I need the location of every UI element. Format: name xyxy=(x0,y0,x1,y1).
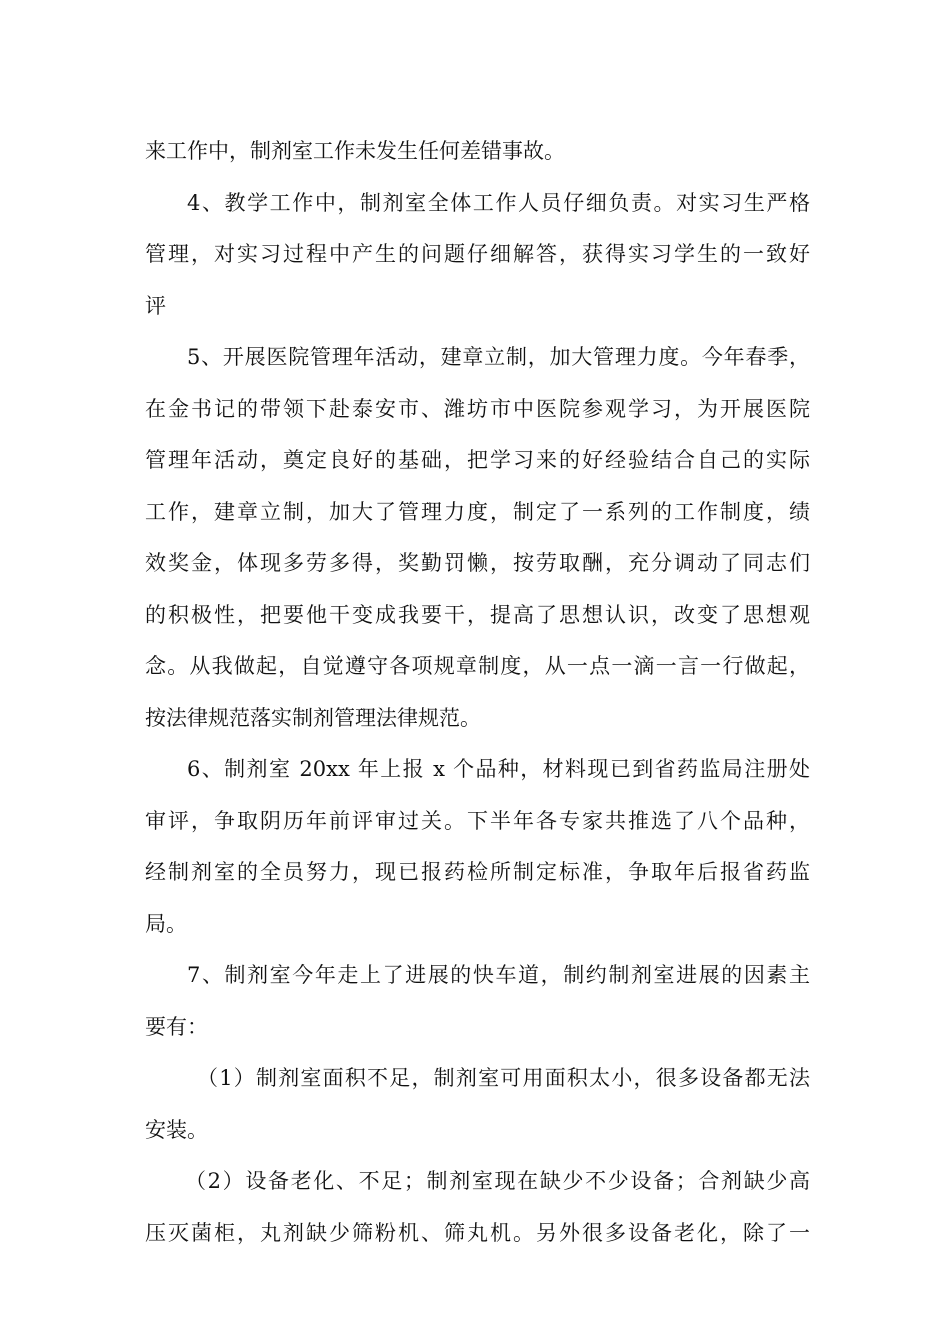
text-line: 评 xyxy=(145,293,166,318)
text-line: 按法律规范落实制剂管理法律规范。 xyxy=(145,705,481,730)
paragraph-5-start: 5、开展医院管理年活动，建章立制，加大管理力度。今年春季， xyxy=(187,345,810,369)
list-item-2-start: （2）设备老化、不足；制剂室现在缺少不少设备；合剂缺少高 xyxy=(185,1169,810,1193)
text-line: 审评，争取阴历年前评审过关。下半年各专家共推选了八个品种， xyxy=(145,808,810,833)
text-line: 安装。 xyxy=(145,1117,208,1142)
text-line: 局。 xyxy=(145,911,187,936)
text-line: 的积极性，把要他干变成我要干，提高了思想认识，改变了思想观 xyxy=(145,602,810,627)
text-line: 经制剂室的全员努力，现已报药检所制定标准，争取年后报省药监 xyxy=(145,860,810,884)
paragraph-4-start: 4、教学工作中，制剂室全体工作人员仔细负责。对实习生严格 xyxy=(187,190,810,215)
document-body xyxy=(145,126,810,1259)
text-line: 工作，建章立制，加大了管理力度，制定了一系列的工作制度，绩 xyxy=(145,499,810,524)
text-line: 来工作中，制剂室工作未发生任何差错事故。 xyxy=(145,139,565,163)
text-line: 效奖金，体现多劳多得，奖勤罚懒，按劳取酬，充分调动了同志们 xyxy=(145,551,810,575)
list-item-1-start: （1）制剂室面积不足，制剂室可用面积太小，很多设备都无法 xyxy=(197,1066,810,1090)
paragraph-6-start: 6、制剂室 20xx 年上报 x 个品种，材料现已到省药监局注册处 xyxy=(187,757,810,781)
paragraph-7-start: 7、制剂室今年走上了进展的快车道，制约制剂室进展的因素主 xyxy=(187,963,810,987)
text-line: 念。从我做起，自觉遵守各项规章制度，从一点一滴一言一行做起， xyxy=(145,654,810,678)
text-line: 在金书记的带领下赴泰安市、潍坊市中医院参观学习，为开展医院 xyxy=(145,396,810,421)
text-line: 要有： xyxy=(145,1014,208,1039)
text-line: 管理年活动，奠定良好的基础，把学习来的好经验结合自己的实际 xyxy=(145,448,810,472)
text-line: 压灭菌柜，丸剂缺少筛粉机、筛丸机。另外很多设备老化，除了一 xyxy=(145,1220,810,1245)
text-line: 管理，对实习过程中产生的问题仔细解答，获得实习学生的一致好 xyxy=(145,242,810,266)
